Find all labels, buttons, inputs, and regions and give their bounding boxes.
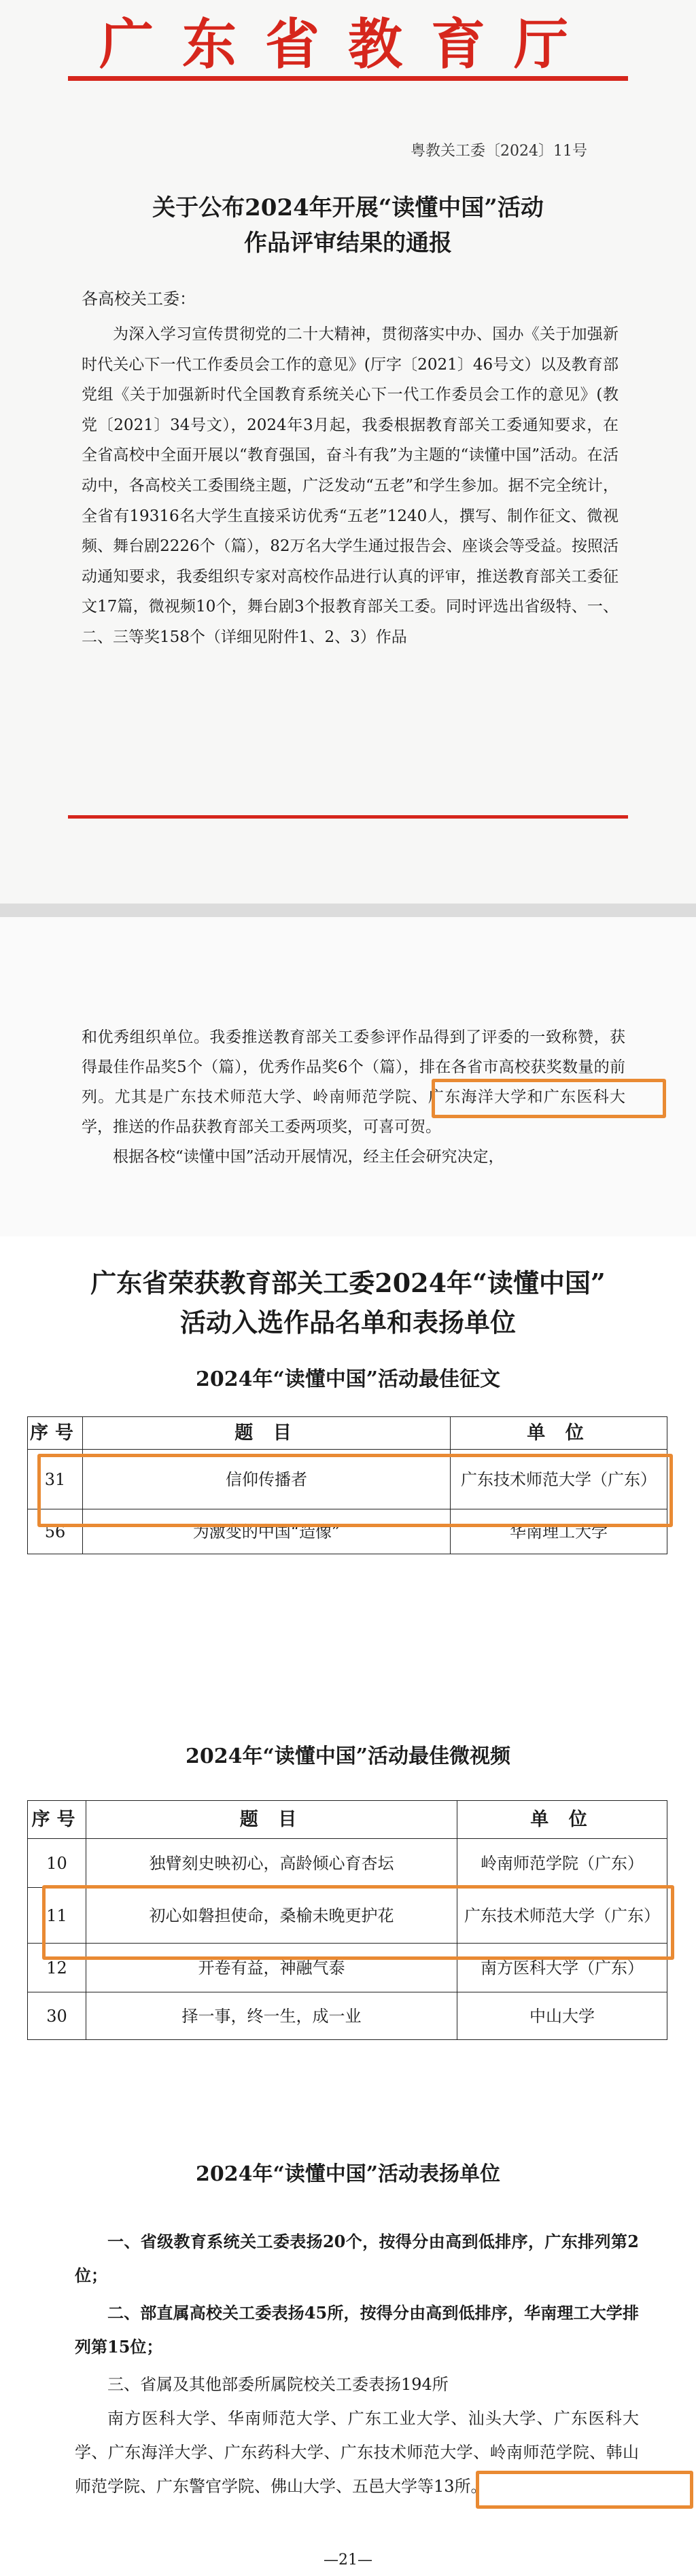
notice-title-line2: 作品评审结果的通报 xyxy=(244,230,452,257)
letterhead-title: 广东省教育厅 xyxy=(99,12,597,76)
commend-item-3-head: 三、省属及其他部委所属院校关工委表扬194所 xyxy=(107,2375,449,2394)
row-no: 12 xyxy=(28,1944,86,1992)
row-unit: 南方医科大学（广东） xyxy=(457,1944,667,1992)
results-title-line2: 活动入选作品名单和表扬单位 xyxy=(179,1307,516,1338)
col-header-title: 题 目 xyxy=(86,1801,457,1839)
commend-heading: 2024年“读懂中国”活动表扬单位 xyxy=(195,2162,500,2186)
col-header-title: 题 目 xyxy=(83,1417,451,1450)
page-number: —21— xyxy=(324,2552,372,2569)
commend-item-1: 一、省级教育系统关工委表扬20个，按得分由高到低排序，广东排列第2位； xyxy=(75,2232,639,2285)
notice-title-line1: 关于公布2024年开展“读懂中国”活动 xyxy=(152,194,544,221)
commend-item-3-body: 南方医科大学、华南师范大学、广东工业大学、汕头大学、广东医科大学、广东海洋大学、广东药科大学、广东技术师范大学、岭南师范学院、韩山师范学院、广东警官学院、佛山大学、五邑大学等13所。 xyxy=(75,2409,639,2496)
notice-body-page1: 为深入学习宣传贯彻党的二十大精神，贯彻落实中办、国办《关于加强新时代关心下一代工作委员会工作的意见》(厅字〔2021〕46号文）以及教育部党组《关于加强新时代全国教育系统关心下一代工作委员会工作的意见》(教党〔2021〕34号文），2024年3月起，我委根据教育部关工委通知要求，在全省高校中全面开展以“教育强国，奋斗有我”为主题的“读懂中国”活动。在活动中，各高校关工委围绕主题，广泛发动“五老”和学生参加。据不完全统计，全省有19316名大学生直接采访优秀“五老”1240人，撰写、制作征文、微视频、舞台剧2226个（篇），82万名大学生通过报告会、座谈会等受益。按照活动通知要求，我委组织专家对高校作品进行认真的评审，推送教育部关工委征文17篇，微视频10个，舞台剧3个报教育部关工委。同时评选出省级特、一、二、三等奖158个（详细见附件1、2、3）作品 xyxy=(82,325,619,646)
col-header-unit: 单 位 xyxy=(457,1801,667,1839)
row-no: 56 xyxy=(28,1509,83,1554)
row-no: 31 xyxy=(28,1450,83,1509)
notice-paragraph: 根据各校“读懂中国”活动开展情况，经主任会研究决定， xyxy=(113,1148,504,1166)
video-heading: 2024年“读懂中国”活动最佳微视频 xyxy=(185,1745,510,1768)
row-title: 信仰传播者 xyxy=(83,1450,451,1509)
highlight-box xyxy=(42,1885,674,1960)
highlight-box xyxy=(37,1454,673,1527)
row-unit: 广东技术师范大学（广东） xyxy=(451,1450,667,1509)
notice-paragraph: 和优秀组织单位。我委推送教育部关工委参评作品得到了评委的一致称赞，获得最佳作品奖5个（篇），优秀作品奖6个（篇），排在各省市高校获奖数量的前列。尤其是广东技术师范大学、岭南师范学院、广东海洋大学和广东医科大学，推送的作品获教育部关工委两项奖，可喜可贺。 xyxy=(82,1028,625,1136)
page-separator xyxy=(0,904,696,917)
row-title: 初心如磐担使命，桑榆未晚更护花 xyxy=(86,1888,457,1944)
salutation: 各高校关工委： xyxy=(82,289,196,308)
row-title: 为激变的中国“造像” xyxy=(83,1509,451,1554)
table-row xyxy=(28,1839,667,1888)
highlight-box xyxy=(432,1079,666,1118)
table-row xyxy=(28,1992,667,2040)
row-unit: 广东技术师范大学（广东） xyxy=(457,1888,667,1944)
row-title: 开卷有益，神融气泰 xyxy=(86,1944,457,1992)
highlight-box xyxy=(476,2471,693,2509)
essay-heading: 2024年“读懂中国”活动最佳征文 xyxy=(195,1367,500,1391)
row-no: 30 xyxy=(28,1992,86,2040)
row-unit: 岭南师范学院（广东） xyxy=(457,1839,667,1888)
col-header-unit: 单 位 xyxy=(451,1417,667,1450)
col-header-no: 序号 xyxy=(28,1417,83,1450)
letterhead-rule xyxy=(68,76,628,81)
page1-bottom-rule xyxy=(68,815,628,819)
row-title: 独臂刻史映初心，高龄倾心育杏坛 xyxy=(86,1839,457,1888)
row-unit: 华南理工大学 xyxy=(451,1509,667,1554)
row-no: 11 xyxy=(28,1888,86,1944)
row-title: 择一事，终一生，成一业 xyxy=(86,1992,457,2040)
col-header-no: 序号 xyxy=(28,1801,86,1839)
row-unit: 中山大学 xyxy=(457,1992,667,2040)
commend-item-2: 二、部直属高校关工委表扬45所，按得分由高到低排序，华南理工大学排列第15位； xyxy=(75,2303,639,2357)
row-no: 10 xyxy=(28,1839,86,1888)
results-title-line1: 广东省荣获教育部关工委2024年“读懂中国” xyxy=(90,1268,606,1298)
document-number: 粤教关工委〔2024〕11号 xyxy=(411,143,587,160)
